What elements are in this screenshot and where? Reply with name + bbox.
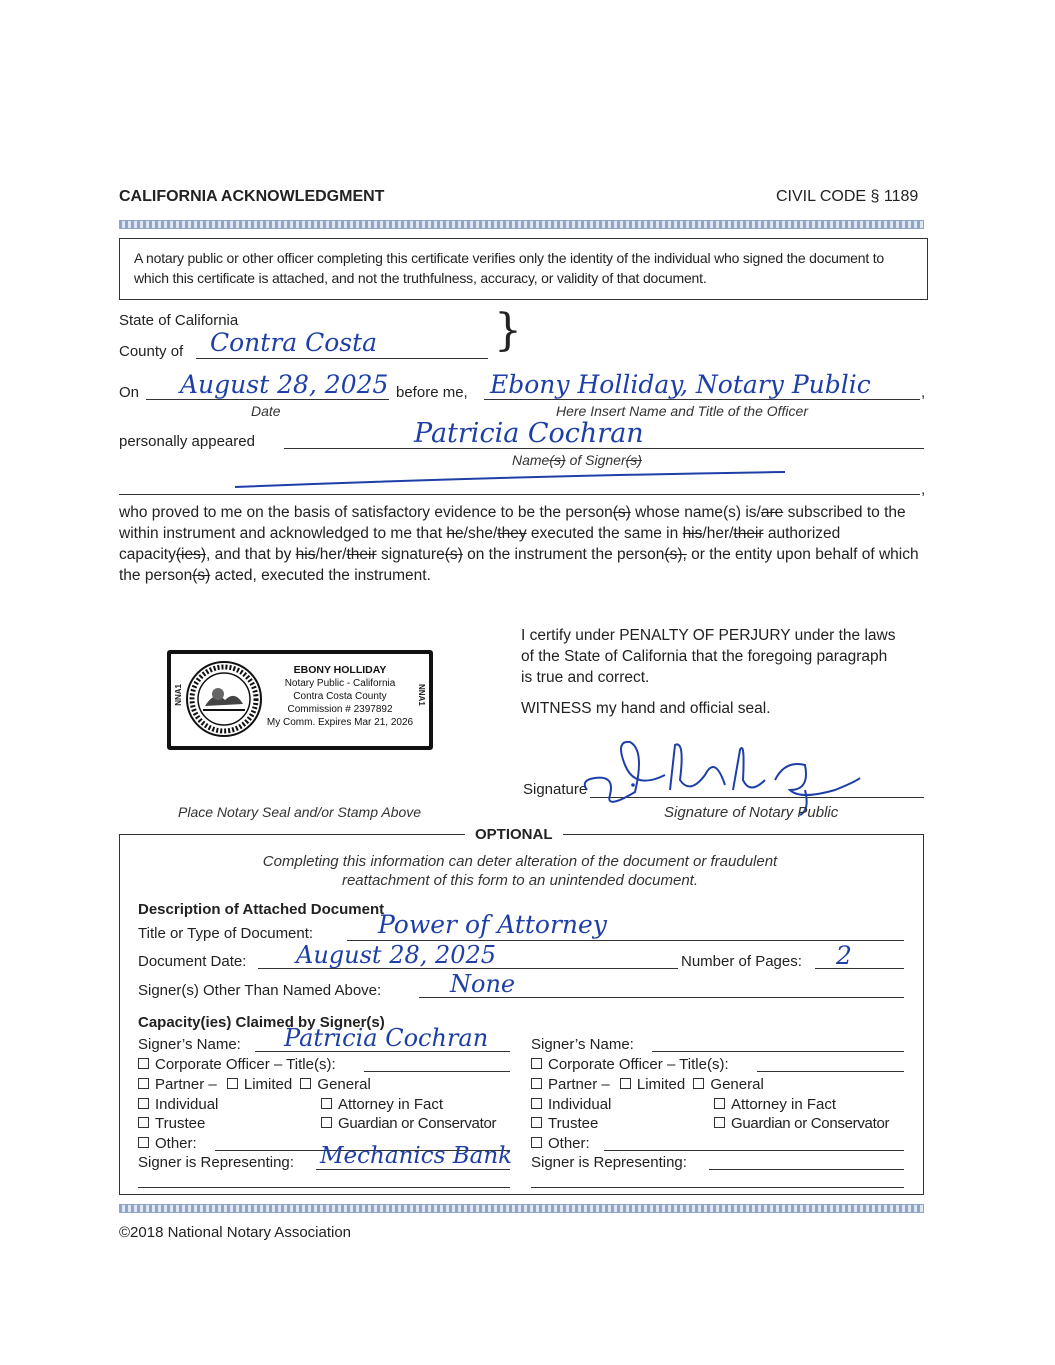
officer-value[interactable]: Ebony Holliday, Notary Public [490,370,871,399]
seal-expiration: My Comm. Expires Mar 21, 2026 [266,717,414,728]
left-corporate-line [364,1071,510,1072]
signer-caption: Name(s) of Signer(s) [512,452,642,468]
left-representing-label: Signer is Representing: [138,1154,294,1171]
signer-value[interactable]: Patricia Cochran [414,418,644,449]
doc-date-value[interactable]: August 28, 2025 [296,941,497,969]
on-label: On [119,384,140,401]
doc-title-label: Title or Type of Document: [138,925,314,942]
right-extra-line [531,1187,904,1188]
optional-intro: Completing this information can deter alteration of the document or fraudulent reattachment of this form to an unintended document. [262,853,778,889]
state-seal-emblem [185,660,263,738]
seal-side-text-right: NNA1 [417,684,426,706]
right-individual[interactable]: Individual [531,1096,611,1113]
right-trustee[interactable]: Trustee [531,1115,598,1132]
right-signer-name-label: Signer’s Name: [531,1036,634,1053]
right-guardian[interactable]: Guardian or Conservator [714,1115,889,1132]
left-other[interactable]: Other: [138,1135,197,1152]
signature-label: Signature [523,781,588,798]
left-attorney-in-fact[interactable]: Attorney in Fact [321,1096,443,1113]
notary-seal [167,650,433,750]
acknowledgment-paragraph: who proved to me on the basis of satisfactory evidence to be the person(s) whose name(s) is/are subscribed to the within instrument and acknowledged to me that he/she/they executed the same in his/her/their authorized capacity(ies), and that by his/her/their signature(s) on the instrument the person(s), or the entity upon behalf of which the person(s) acted, executed the instrument. [119,504,919,584]
before-me-label: before me, [396,384,468,401]
witness-text: WITNESS my hand and official seal. [521,700,771,717]
left-extra-line [138,1187,510,1188]
county-label: County of [119,343,184,360]
footer-copyright: ©2018 National Notary Association [119,1224,352,1241]
right-representing-line [709,1169,904,1170]
date-line [146,399,389,400]
right-other-line [604,1150,904,1151]
other-signers-value[interactable]: None [450,970,516,998]
left-representing-line [316,1169,510,1170]
county-line [196,358,488,359]
right-representing-label: Signer is Representing: [531,1154,687,1171]
signature-caption: Signature of Notary Public [664,804,839,821]
doc-date-label: Document Date: [138,953,247,970]
certification-text: I certify under PENALTY OF PERJURY under the laws of the State of California that the foregoing paragraph is true and correct. [521,627,896,686]
notice-text: A notary public or other officer completing this certificate verifies only the identity of the individual who signed the document to which this certificate is attached, and not the truthfulness, accuracy, or validity of that document. [134,250,884,286]
left-individual[interactable]: Individual [138,1096,218,1113]
right-other[interactable]: Other: [531,1135,590,1152]
officer-line [484,399,920,400]
right-signer-name-line [652,1051,904,1052]
seal-side-text-left: NNA1 [174,684,183,706]
other-signers-label: Signer(s) Other Than Named Above: [138,982,382,999]
right-corporate-line [757,1071,904,1072]
venue-brace: } [494,305,522,356]
right-partner-row[interactable]: Partner – Limited General [531,1076,764,1093]
capacity-heading: Capacity(ies) Claimed by Signer(s) [138,1014,385,1031]
appeared-label: personally appeared [119,433,255,450]
state-label: State of California [119,312,239,329]
seal-caption: Place Notary Seal and/or Stamp Above [178,804,422,820]
left-partner-row[interactable]: Partner – Limited General [138,1076,371,1093]
officer-caption: Here Insert Name and Title of the Officer [556,403,808,419]
officer-comma: , [921,384,926,401]
left-representing-value[interactable]: Mechanics Bank [320,1143,513,1169]
pages-value[interactable]: 2 [836,941,852,970]
seal-text-block [261,664,419,729]
left-signer-name-value[interactable]: Patricia Cochran [284,1024,489,1052]
civil-code: CIVIL CODE § 1189 [776,188,919,205]
left-signer-name-label: Signer’s Name: [138,1036,241,1053]
left-trustee[interactable]: Trustee [138,1115,205,1132]
appearance-date[interactable]: August 28, 2025 [180,370,389,399]
seal-line2: Notary Public - California [284,678,396,689]
form-title: CALIFORNIA ACKNOWLEDGMENT [119,188,385,205]
notice-box [119,238,928,300]
top-divider-band [119,220,924,229]
optional-heading: OPTIONAL [465,826,563,843]
second-line-comma: , [921,481,926,498]
right-corporate-officer[interactable]: Corporate Officer – Title(s): [531,1056,729,1073]
date-caption: Date [251,403,281,419]
second-signer-line [119,494,920,495]
seal-line3: Contra Costa County [293,691,387,702]
right-attorney-in-fact[interactable]: Attorney in Fact [714,1096,836,1113]
pages-line [815,968,904,969]
seal-notary-name: EBONY HOLLIDAY [293,664,387,676]
pages-label: Number of Pages: [681,953,802,970]
left-guardian[interactable]: Guardian or Conservator [321,1115,496,1132]
description-heading: Description of Attached Document [138,901,385,918]
left-corporate-officer[interactable]: Corporate Officer – Title(s): [138,1056,336,1073]
handwritten-strike-line [230,468,790,492]
bottom-divider-band [119,1204,924,1213]
doc-title-value[interactable]: Power of Attorney [378,910,607,939]
seal-commission: Commission # 2397892 [287,704,393,715]
county-value[interactable]: Contra Costa [210,328,378,357]
